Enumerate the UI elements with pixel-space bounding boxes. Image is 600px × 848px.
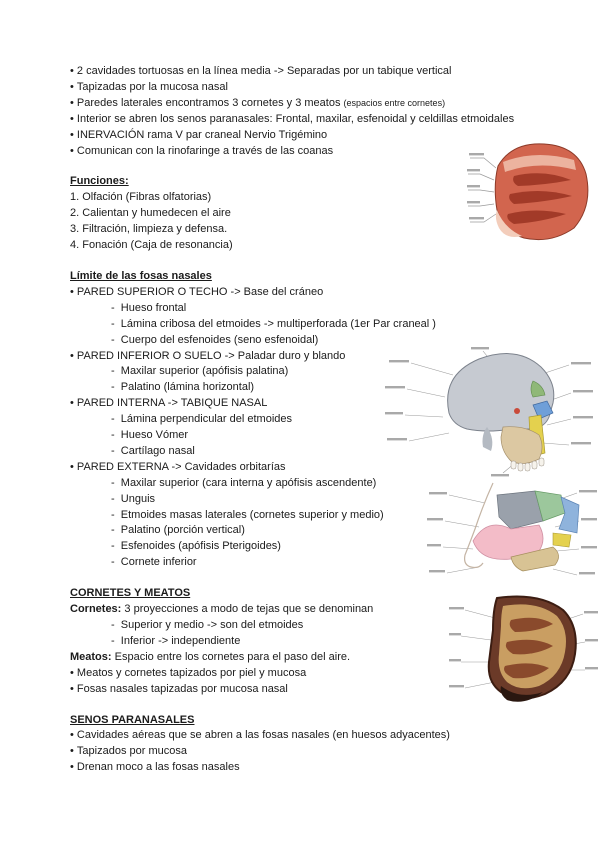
meatos-text: Espacio entre los cornetes para el paso del aire. <box>114 650 351 663</box>
cornetes-subitem: - Inferior -> independiente <box>70 634 594 650</box>
intro-bullet-text: Comunican con la rinofaringe a través de las coanas <box>76 144 334 157</box>
intro-bullet-text: Paredes laterales encontramos 3 cornetes y 3 meatos <box>76 96 341 109</box>
limites-subitem: - Palatino (porción vertical) <box>70 523 594 539</box>
intro-bullet-text: INERVACIÓN rama V par craneal Nervio Trigémino <box>76 128 328 141</box>
intro-bullet <box>70 112 594 128</box>
meatos-label: Meatos: <box>70 650 112 663</box>
cornetes-bullet: • Fosas nasales tapizadas por mucosa nasal <box>70 682 594 698</box>
senos-bullet: • Tapizados por mucosa <box>70 744 594 760</box>
funciones-item: 1. Olfación (Fibras olfatorias) <box>70 191 212 204</box>
figure-skull-lateral <box>383 341 596 482</box>
cornetes-bullet: • Meatos y cornetes tapizados por piel y mucosa <box>70 666 594 682</box>
limites-bullet: • PARED INFERIOR O SUELO -> Paladar duro y blando <box>70 349 594 365</box>
skull-lateral-illustration <box>383 341 596 482</box>
intro-bullet <box>70 96 594 112</box>
senos-bullet: • Drenan moco a las fosas nasales <box>70 760 594 776</box>
funciones-item: 4. Fonación (Caja de resonancia) <box>70 239 233 252</box>
limites-subitem: - Unguis <box>70 492 594 508</box>
cornetes-label: Cornetes: <box>70 603 122 616</box>
section-heading-funciones: Funciones: <box>70 175 129 188</box>
figure-nasal-lateral-wall <box>466 136 596 249</box>
limites-subitem: - Cartílago nasal <box>70 444 594 460</box>
limites-subitem: - Lámina perpendicular del etmoides <box>70 412 594 428</box>
limites-subitem: - Esfenoides (apófisis Pterigoides) <box>70 539 594 555</box>
figure-nasal-septum <box>427 477 599 595</box>
intro-bullet <box>70 64 594 80</box>
intro-bullet-text: 2 cavidades tortuosas en la línea media -> Separadas por un tabique vertical <box>76 65 452 77</box>
figure-sagittal-section <box>449 590 599 708</box>
limites-subitem: - Etmoides masas laterales (cornetes superior y medio) <box>70 508 594 524</box>
intro-bullet-text: Tapizadas por la mucosa nasal <box>76 80 228 93</box>
sagittal-section-illustration <box>449 590 599 708</box>
section-heading-limites: Límite de las fosas nasales <box>70 269 212 282</box>
limites-subitem: - Cornete inferior <box>70 555 594 571</box>
senos-bullet: • Cavidades aéreas que se abren a las fosas nasales (en huesos adyacentes) <box>70 728 594 744</box>
limites-subitem: - Cuerpo del esfenoides (seno esfenoidal) <box>70 333 594 349</box>
section-heading-cornetes-meatos: CORNETES Y MEATOS <box>70 587 191 600</box>
cornetes-text: 3 proyecciones a modo de tejas que se denominan <box>124 603 374 616</box>
nasal-septum-illustration <box>427 477 599 595</box>
intro-bullet-text: Interior se abren los senos paranasales: Frontal, maxilar, esfenoidal y celdillas etmoidales <box>76 112 515 125</box>
limites-subitem: - Palatino (lámina horizontal) <box>70 380 594 396</box>
funciones-item: 2. Calientan y humedecen el aire <box>70 207 231 220</box>
limites-bullet: • PARED INTERNA -> TABIQUE NASAL <box>70 396 594 412</box>
limites-bullet: • PARED SUPERIOR O TECHO -> Base del cráneo <box>70 285 594 301</box>
limites-subitem: - Hueso frontal <box>70 301 594 317</box>
cornetes-subitem: - Superior y medio -> son del etmoides <box>70 618 594 634</box>
limites-subitem: - Maxilar superior (apófisis palatina) <box>70 364 594 380</box>
limites-subitem: - Lámina cribosa del etmoides -> multiperforada (1er Par craneal ) <box>70 317 594 333</box>
limites-bullet: • PARED EXTERNA -> Cavidades orbitarías <box>70 460 594 476</box>
section-heading-senos: SENOS PARANASALES <box>70 713 195 726</box>
limites-subitem: - Maxilar superior (cara interna y apófisis ascendente) <box>70 476 594 492</box>
funciones-item: 3. Filtración, limpieza y defensa. <box>70 223 228 236</box>
nasal-lateral-wall-illustration <box>466 136 596 249</box>
intro-bullet <box>70 80 594 96</box>
intro-bullet-small-text: (espacios entre cornetes) <box>343 97 446 108</box>
limites-subitem: - Hueso Vómer <box>70 428 594 444</box>
